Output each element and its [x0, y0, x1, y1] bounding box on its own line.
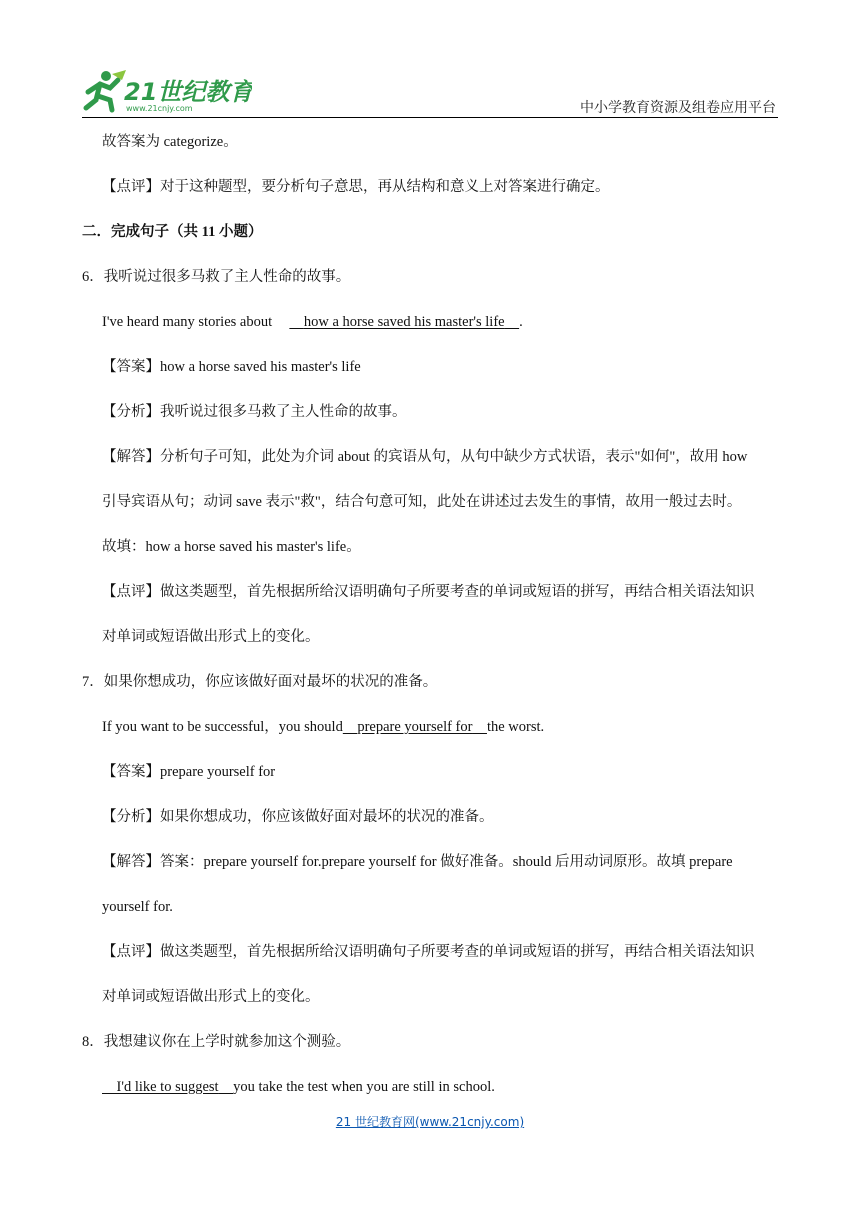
runner-logo-icon	[82, 66, 252, 114]
question-6-title: 6．我听说过很多马救了主人性命的故事。	[82, 269, 351, 285]
comment-line: 【点评】对于这种题型，要分析句子意思，再从结构和意义上对答案进行确定。	[102, 179, 610, 195]
question-6-sentence	[102, 312, 523, 332]
header-divider	[82, 117, 778, 118]
sentence-suffix: .	[519, 314, 523, 330]
comment-line: 【点评】做这类题型，首先根据所给汉语明确句子所要考查的单词或短语的拼写，再结合相关语法知识	[102, 944, 755, 960]
fill-line: 故填：how a horse saved his master's life。	[102, 539, 361, 555]
answer-blank: how a horse saved his master's life	[303, 314, 505, 330]
answer-blank: I'd like to suggest	[116, 1079, 219, 1095]
sentence-suffix: you take the test when you are still in school.	[233, 1079, 495, 1095]
solution-line: 【解答】分析句子可知，此处为介词 about 的宾语从句，从句中缺少方式状语，表示"如何"，故用 how	[102, 449, 748, 465]
question-8-sentence	[102, 1077, 495, 1097]
analysis-line: 【分析】我听说过很多马救了主人性命的故事。	[102, 404, 407, 420]
section-heading: 二．完成句子（共 11 小题）	[82, 224, 263, 240]
svg-text:www.21cnjy.com: www.21cnjy.com	[126, 104, 193, 113]
solution-line: 【解答】答案：prepare yourself for.prepare yourself for 做好准备。should 后用动词原形。故填 prepare	[102, 854, 733, 870]
svg-text:21世纪教育: 21世纪教育	[124, 78, 252, 106]
footer	[0, 1113, 860, 1130]
answer-line: 【答案】how a horse saved his master's life	[102, 359, 361, 375]
comment-line: 【点评】做这类题型，首先根据所给汉语明确句子所要考查的单词或短语的拼写，再结合相关语法知识	[102, 584, 755, 600]
analysis-line: 【分析】如果你想成功，你应该做好面对最坏的状况的准备。	[102, 809, 494, 825]
comment-line: 对单词或短语做出形式上的变化。	[102, 989, 320, 1005]
question-8-title: 8．我想建议你在上学时就参加这个测验。	[82, 1034, 351, 1050]
question-7-title: 7．如果你想成功，你应该做好面对最坏的状况的准备。	[82, 674, 438, 690]
sentence-suffix: the worst.	[486, 719, 545, 735]
answer-line: 【答案】prepare yourself for	[102, 764, 276, 780]
logo	[82, 66, 252, 114]
answer-blank: prepare yourself for	[357, 719, 473, 735]
comment-line: 对单词或短语做出形式上的变化。	[102, 629, 320, 645]
sentence-prefix: I've heard many stories about	[102, 314, 273, 330]
footer-link[interactable]: 21 世纪教育网(www.21cnjy.com)	[335, 1115, 525, 1129]
question-7-sentence	[102, 717, 544, 737]
text-line: 故答案为 categorize。	[102, 134, 238, 150]
solution-line: yourself for.	[102, 899, 173, 915]
sentence-prefix: If you want to be successful，you should	[102, 719, 343, 735]
solution-line: 引导宾语从句；动词 save 表示"救"，结合句意可知，此处在讲述过去发生的事情，故用一般过去时。	[102, 494, 742, 510]
platform-title: 中小学教育资源及组卷应用平台	[580, 100, 776, 116]
